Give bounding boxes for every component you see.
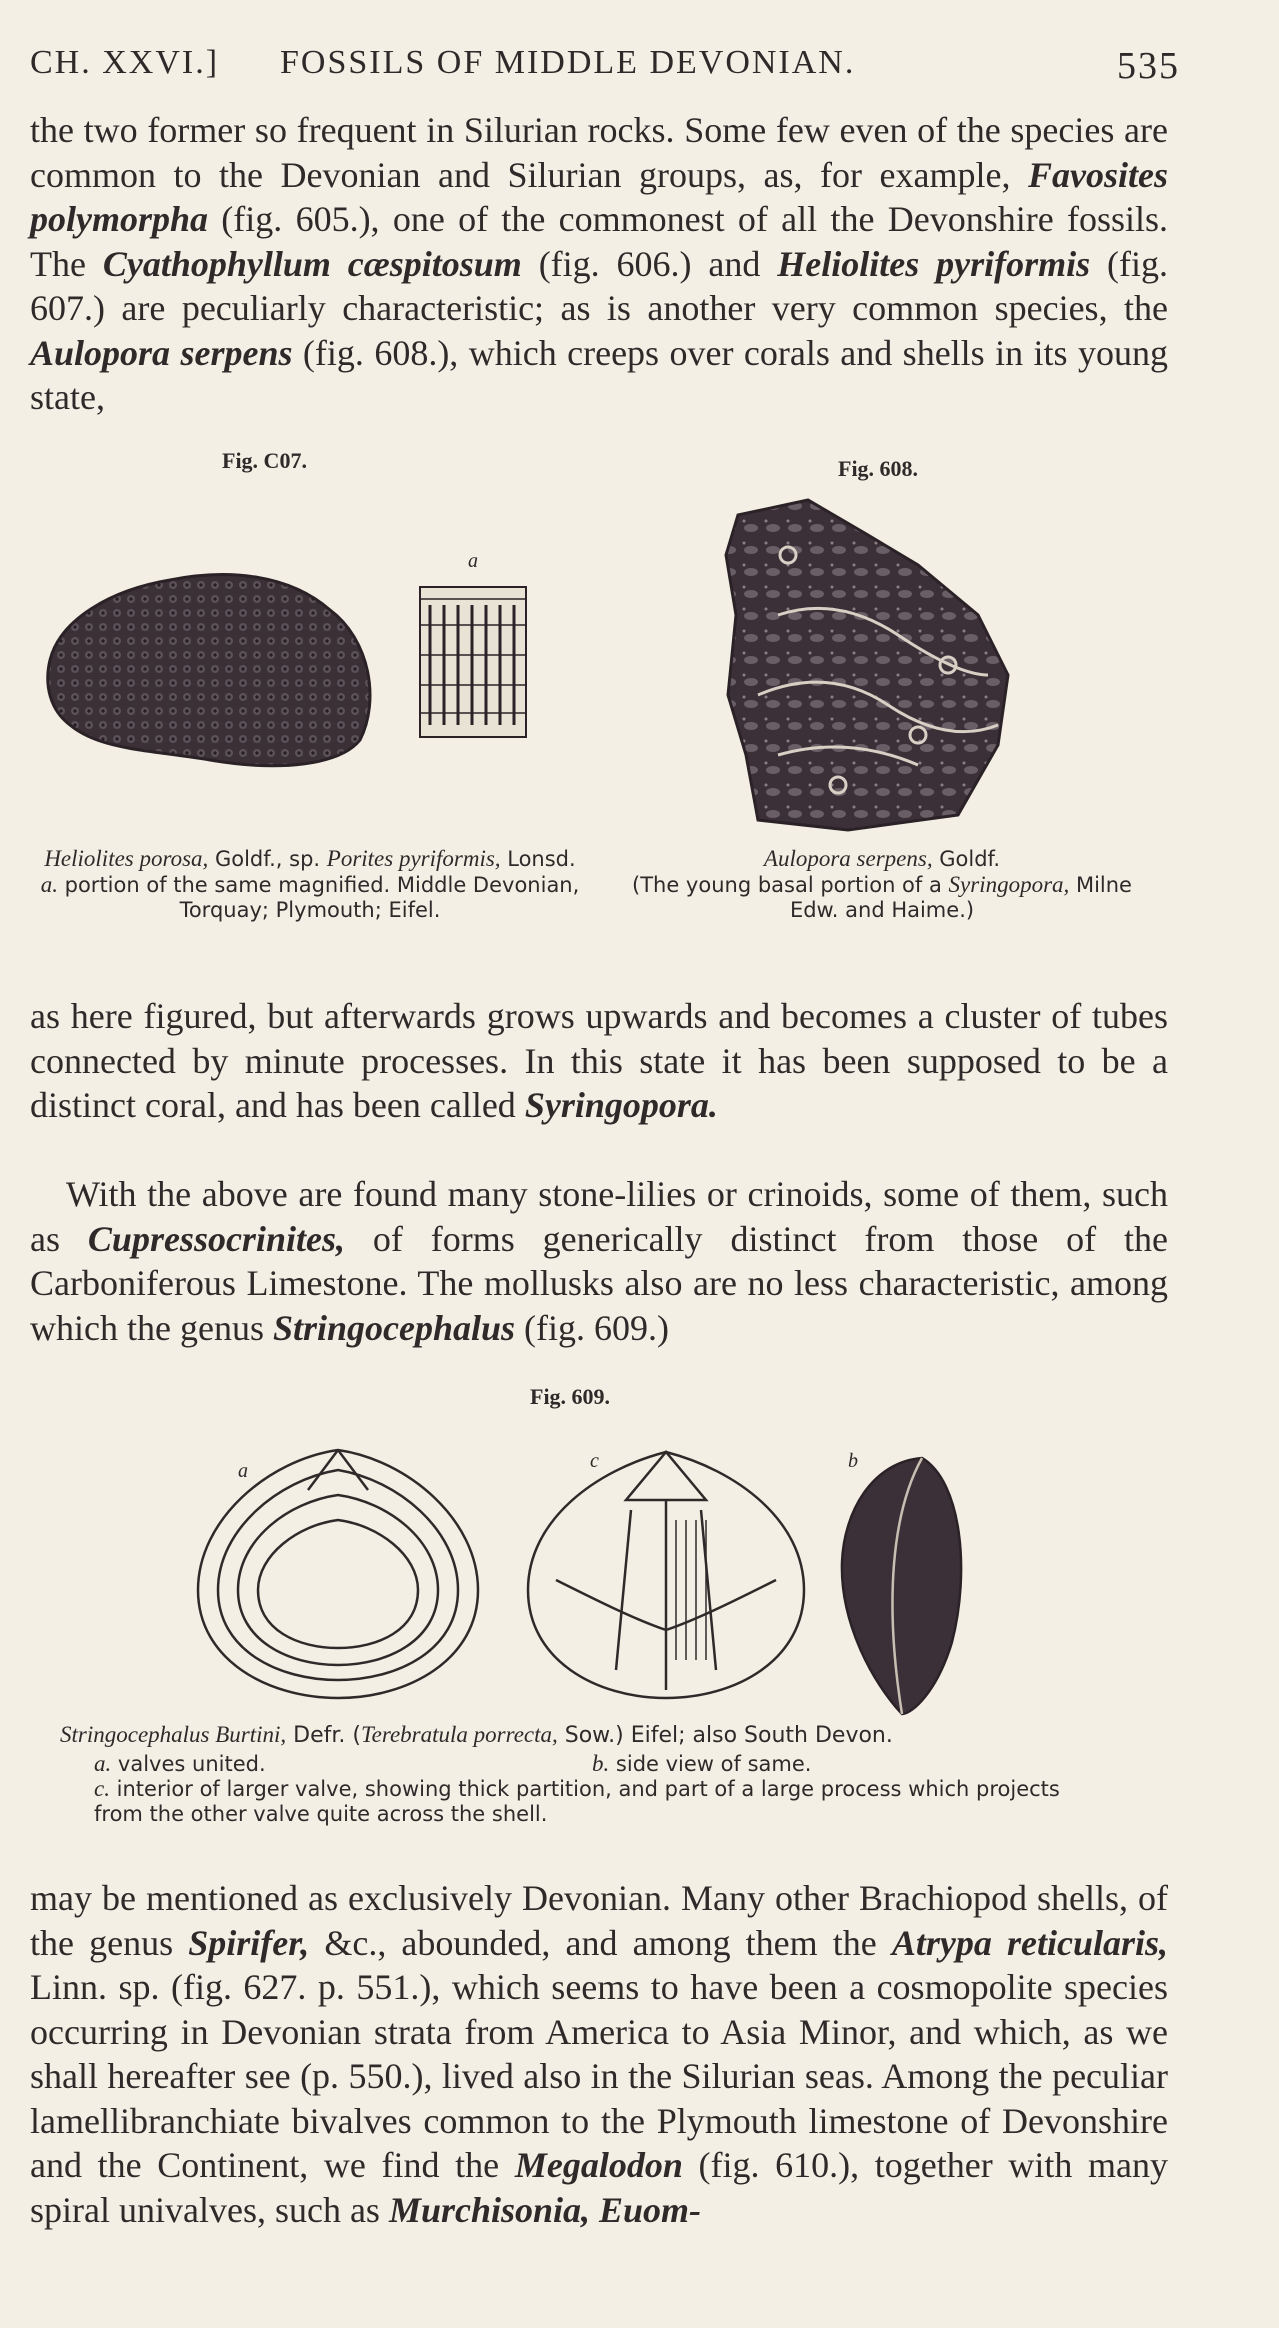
figure-609-label: Fig. 609. (530, 1384, 611, 1409)
species-name: Heliolites pyriformis (777, 243, 1091, 284)
caption-letter: a. (94, 1751, 112, 1776)
text-run: the two former so frequent in Silurian rocks. Some few even of the species are common to the Devonian and Silurian groups, as, for example, (30, 110, 1168, 195)
genus-name: Syringopora. (524, 1085, 718, 1125)
caption-item-a (94, 1751, 266, 1777)
species-name: Aulopora serpens, (763, 846, 933, 871)
caption-letter: b. (592, 1751, 610, 1776)
text-run: (fig. 609.) (515, 1307, 669, 1348)
text-run: With the above are found many stone-lilies or crinoids, some of them, such as (30, 1174, 1168, 1259)
running-header (30, 44, 1180, 94)
text-run: (fig. 610.), together with many spiral univalves, such as (30, 2145, 1169, 2230)
caption-line (60, 1751, 1160, 1776)
caption-line (622, 846, 1142, 872)
species-name: Cyathophyllum cæspitosum (102, 243, 522, 284)
caption-text: Lonsd. (500, 847, 576, 871)
text-run: &c., abounded, and among them the (309, 1922, 892, 1963)
shell-b-side-illustration (832, 1452, 972, 1720)
figure-609-caption (60, 1722, 1160, 1827)
caption-text: interior of larger valve, showing thick partition, and part of a large process which projects from the other valve quite across the shell. (94, 1777, 1060, 1826)
caption-line (60, 1722, 1160, 1748)
figure-607-label: Fig. C07. (222, 448, 307, 473)
text-run: as here figured, but afterwards grows upwards and becomes a cluster of tubes connected by minute processes. In this state it has been supposed to be a distinct coral, and has been called (30, 996, 1168, 1125)
text-run: (fig. 607.) are peculiarly characteristic; as is another very common species, the (30, 243, 1168, 328)
figure-609-letter-c: c (590, 1450, 599, 1472)
figure-609-letter-a: a (238, 1460, 248, 1482)
shell-a-illustration (188, 1440, 488, 1710)
genus-name: Stringocephalus (272, 1307, 516, 1348)
figure-608-caption (622, 846, 1142, 923)
text-run: Linn. sp. (fig. 627. p. 551.), which seems to have been a cosmopolite species occurring in Devonian strata from America to Asia Minor, and which, as we shall hereafter see (p. 550.), lived also in the Silurian seas. Among the peculiar lamellibranchiate bivalves common to the Plymouth limestone of Devonshire and the Continent, we find the (30, 1967, 1168, 2185)
paragraph-1 (30, 108, 1168, 420)
caption-text: Goldf., sp. (208, 847, 327, 871)
text-run: (fig. 606.) and (521, 243, 778, 284)
genus-name: Spirifer, (188, 1922, 310, 1963)
caption-line (30, 846, 590, 872)
shell-c-interior-illustration (516, 1440, 816, 1710)
caption-text: side view of same. (609, 1752, 812, 1776)
species-name: Favosites polymorpha (30, 154, 1168, 239)
genus-name: Megalodon (514, 2145, 683, 2185)
caption-item-b (592, 1751, 811, 1777)
caption-text: Milne Edw. and Haime.) (789, 873, 1132, 922)
species-name: Porites pyriformis, (326, 846, 501, 871)
species-name: Stringocephalus Burtini, (60, 1722, 287, 1747)
caption-line (30, 872, 590, 923)
species-name: Aulopora serpens (30, 332, 293, 373)
heliolites-fossil-illustration (40, 550, 390, 780)
species-name: Atrypa reticularis, (891, 1922, 1169, 1963)
genus-name: Murchisonia, Euom- (388, 2189, 702, 2230)
caption-text: Goldf. (932, 847, 1001, 871)
caption-letter: c. (94, 1776, 110, 1801)
text-run: of forms generically distinct from those of the Carboniferous Limestone. The mollusks also are no less characteristic, among which the genus (30, 1218, 1168, 1348)
caption-text: (The young basal portion of a (632, 873, 949, 897)
figure-607-caption (30, 846, 590, 923)
caption-line (622, 872, 1142, 923)
caption-text: valves united. (111, 1752, 266, 1776)
page-title: FOSSILS OF MIDDLE DEVONIAN. (280, 44, 856, 81)
caption-line (60, 1776, 1074, 1827)
text-run: (fig. 605.), one of the commonest of all the Devonshire fossils. The (30, 199, 1168, 284)
species-name: Syringopora, (948, 872, 1070, 897)
figure-609-letter-b: b (848, 1450, 858, 1472)
figure-608-label: Fig. 608. (838, 456, 919, 481)
caption-text: Sow.) Eifel; also South Devon. (557, 1723, 893, 1748)
text-run: (fig. 608.), which creeps over corals and shells in its young state, (30, 332, 1168, 417)
chapter-label: CH. XXVI.] (30, 44, 220, 81)
species-name: Heliolites porosa, (44, 846, 209, 871)
species-name: Terebratula porrecta, (360, 1722, 558, 1747)
page-number: 535 (1117, 45, 1180, 87)
paragraph-2 (30, 994, 1168, 1128)
figure-607-letter-a: a (468, 550, 478, 572)
aulopora-fossil-illustration (718, 495, 1018, 835)
magnified-portion-illustration (418, 585, 528, 740)
caption-letter: a. (40, 872, 58, 897)
caption-text: Defr. ( (286, 1723, 361, 1748)
text-run: may be mentioned as exclusively Devonian. Many other Brachiopod shells, of the genus (30, 1878, 1168, 1963)
paragraph-4 (30, 1876, 1168, 2232)
genus-name: Cupressocrinites, (87, 1218, 345, 1259)
caption-text: portion of the same magnified. Middle Devonian, Torquay; Plymouth; Eifel. (57, 873, 580, 922)
paragraph-3 (30, 1172, 1168, 1350)
